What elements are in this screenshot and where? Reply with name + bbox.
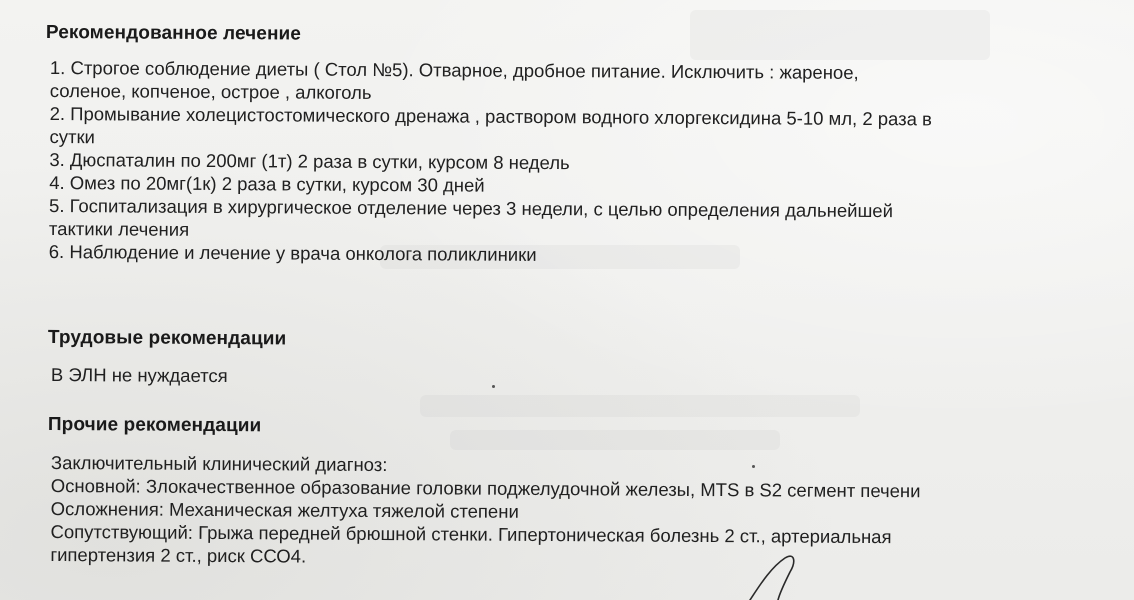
diagnosis-line: Заключительный клинический диагноз: bbox=[50, 451, 388, 476]
treatment-line: 2. Промывание холецистостомического дренажа , раствором водного хлоргексидина 5-10 мл, 2 раза в bbox=[49, 102, 932, 130]
treatment-line: соленое, копченое, острое , алкоголь bbox=[49, 79, 372, 103]
paper-speck bbox=[492, 385, 495, 388]
diagnosis-line: Осложнения: Механическая желтуха тяжелой степени bbox=[50, 497, 519, 522]
treatment-line: тактики лечения bbox=[48, 217, 190, 240]
treatment-line: 6. Наблюдение и лечение у врача онколога поликлиники bbox=[48, 240, 537, 265]
treatment-line: 1. Строгое соблюдение диеты ( Стол №5). Отварное, дробное питание. Исключить : жареное, bbox=[49, 56, 859, 83]
handwritten-signature-icon bbox=[730, 548, 810, 600]
paper-speck bbox=[752, 465, 755, 468]
treatment-line: сутки bbox=[49, 125, 95, 148]
work-line: В ЭЛН не нуждается bbox=[50, 363, 228, 387]
diagnosis-line: Сопутствующий: Грыжа передней брюшной стенки. Гипертоническая болезнь 2 ст., артериальная bbox=[50, 520, 892, 548]
bleed-through-mark bbox=[690, 10, 990, 60]
treatment-line: 5. Госпитализация в хирургическое отделение через 3 недели, с целью определения дальнейшей bbox=[49, 194, 894, 222]
treatment-line: 3. Дюспаталин по 200мг (1т) 2 раза в сутки, курсом 8 недель bbox=[49, 148, 570, 174]
work-text bbox=[51, 363, 228, 387]
bleed-through-mark bbox=[420, 395, 860, 417]
section-heading-other: Прочие рекомендации bbox=[47, 414, 262, 437]
diagnosis-line: Основной: Злокачественное образование головки поджелудочной железы, MTS в S2 сегмент печени bbox=[50, 474, 921, 502]
section-heading-work: Трудовые рекомендации bbox=[47, 327, 287, 350]
treatment-line: 4. Омез по 20мг(1к) 2 раза в сутки, курсом 30 дней bbox=[49, 171, 485, 196]
diagnosis-line: гипертензия 2 ст., риск ССО4. bbox=[50, 543, 307, 567]
section-heading-treatment: Рекомендованное лечение bbox=[45, 22, 302, 45]
bleed-through-mark bbox=[450, 430, 780, 450]
treatment-list bbox=[49, 56, 933, 268]
